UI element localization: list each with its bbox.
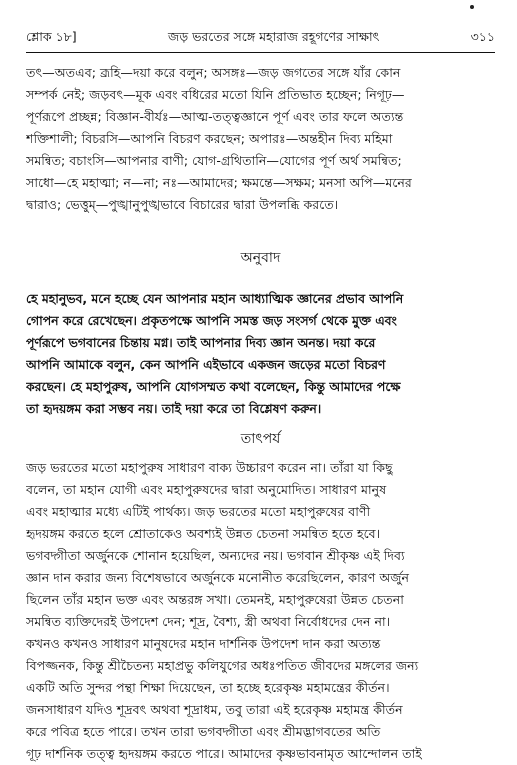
purport-line: কখনও কখনও সাধারণ মানুষদের মহান দার্শনিক উপদেশ দান করা অত্যন্ত xyxy=(26,636,381,651)
translation-line: হে মহানুভব, মনে হচ্ছে যেন আপনার মহান আধ্যাত্মিক জ্ঞানের প্রভাব আপনি xyxy=(26,291,404,306)
synonym-line: পূর্ণরূপে প্রচ্ছন্ন; বিজ্ঞান-বীর্যঃ—আত্ম-তত্ত্বজ্ঞানে পূর্ণ এবং তার ফলে অত্যন্ত xyxy=(26,109,404,124)
purport-line: একটি অতি সুন্দর পন্থা শিক্ষা দিয়েছেন, তা হচ্ছে হরেকৃষ্ণ মহামন্ত্রের কীর্তন। xyxy=(26,680,390,695)
print-dot xyxy=(470,5,474,9)
running-header xyxy=(26,21,495,53)
translation-line: গোপন করে রেখেছেন। প্রকৃতপক্ষে আপনি সমস্ত জড় সংসর্গ থেকে মুক্ত এবং xyxy=(26,313,397,328)
purport-line: করে পবিত্র হতে পারে। তখন তারা ভগবদ্গীতা এবং শ্রীমদ্ভাগবতের অতি xyxy=(26,724,381,739)
synonym-line: শক্তিশালী; বিচরসি—আপনি বিচরণ করছেন; অপারঃ—অন্তহীন দিব্য মহিমা xyxy=(26,131,393,146)
synonym-line: সম্পর্ক নেই; জড়বৎ—মূক এবং বধিরের মতো যিনি প্রতিভাত হচ্ছেন; নিগূঢ়— xyxy=(26,87,405,102)
purport-line: ভগবদ্গীতা অর্জুনকে শোনান হয়েছিল, অন্যদের নয়। ভগবান শ্রীকৃষ্ণ এই দিব্য xyxy=(26,548,405,563)
purport-line: গূঢ় দার্শনিক তত্ত্ব হৃদয়ঙ্গম করতে পারে। আমাদের কৃষ্ণভাবনামৃত আন্দোলন তাই xyxy=(26,746,422,761)
purport-line: বলেন, তা মহান যোগী এবং মহাপুরুষদের দ্বারা অনুমোদিত। সাধারণ মানুষ xyxy=(26,482,387,497)
synonym-line: তৎ—অতএব; ব্রূহি—দয়া করে বলুন; অসঙ্গঃ—জড় জগতের সঙ্গে যাঁর কোন xyxy=(26,65,401,80)
purport-heading: তাৎপর্য xyxy=(240,431,281,447)
purport-line: সমন্বিত ব্যক্তিদেরই উপদেশ দেন; শূদ্র, বৈশ্য, স্ত্রী অথবা নির্বোধদের দেন না। xyxy=(26,614,391,629)
synonym-line: দ্বারাও; ভেত্তুম্—পুঙ্খানুপুঙ্খভাবে বিচারের দ্বারা উপলব্ধি করতে। xyxy=(26,197,339,212)
translation-heading: অনুবাদ xyxy=(240,250,281,266)
word-synonyms xyxy=(26,62,495,216)
translation xyxy=(26,288,495,420)
synonym-line: সাধো—হে মহাত্মা; ন—না; নঃ—আমাদের; ক্ষমন্তে—সক্ষম; মনসা অপি—মনের xyxy=(26,175,412,190)
purport-line: হৃদয়ঙ্গম করতে হলে শ্রোতাকেও অবশ্যই উন্নত চেতনা সমন্বিত হতে হবে। xyxy=(26,526,381,541)
purport-line: জড় ভরতের মতো মহাপুরুষ সাধারণ বাক্য উচ্চারণ করেন না। তাঁরা যা কিছু xyxy=(26,460,393,475)
purport xyxy=(26,457,495,765)
purport-line: জ্ঞান দান করার জন্য বিশেষভাবে অর্জুনকে মনোনীত করেছিলেন, কারণ অর্জুন xyxy=(26,570,410,585)
page-number: ৩১১ xyxy=(470,29,495,44)
purport-line: বিপজ্জনক, কিন্তু শ্রীচৈতন্য মহাপ্রভু কলিযুগের অধঃপতিত জীবদের মঙ্গলের জন্য xyxy=(26,658,419,673)
purport-line: এবং মহাত্মার মধ্যে এটিই পার্থক্য। জড় ভরতের মতো মহাপুরুষের বাণী xyxy=(26,504,371,519)
purport-line: জনসাধারণ যদিও শূদ্রবৎ অথবা শূদ্রাধম, তবু তারা এই হরেকৃষ্ণ মহামন্ত্র কীর্তন xyxy=(26,702,403,717)
chapter-title: জড় ভরতের সঙ্গে মহারাজ রহূগণের সাক্ষাৎ xyxy=(168,29,380,44)
translation-line: পূর্ণরূপে ভগবানের চিন্তায় মগ্ন। তাই আপনার দিব্য জ্ঞান অনন্ত। দয়া করে xyxy=(26,335,376,350)
purport-line: ছিলেন তাঁর মহান ভক্ত এবং অন্তরঙ্গ সখা। তেমনই, মহাপুরুষেরা উন্নত চেতনা xyxy=(26,592,404,607)
translation-line: করছেন। হে মহাপুরুষ, আপনি যোগসম্মত কথা বলেছেন, কিন্তু আমাদের পক্ষে xyxy=(26,379,401,394)
translation-line: তা হৃদয়ঙ্গম করা সম্ভব নয়। তাই দয়া করে তা বিশ্লেষণ করুন। xyxy=(26,401,322,416)
synonym-line: সমন্বিত; বচাংসি—আপনার বাণী; যোগ-গ্রথিতানি—যোগের পূর্ণ অর্থ সমন্বিত; xyxy=(26,153,402,168)
verse-reference: শ্লোক ১৮] xyxy=(26,29,77,44)
translation-line: আপনি আমাকে বলুন, কেন আপনি এইভাবে একজন জড়ের মতো বিচরণ xyxy=(26,357,386,372)
